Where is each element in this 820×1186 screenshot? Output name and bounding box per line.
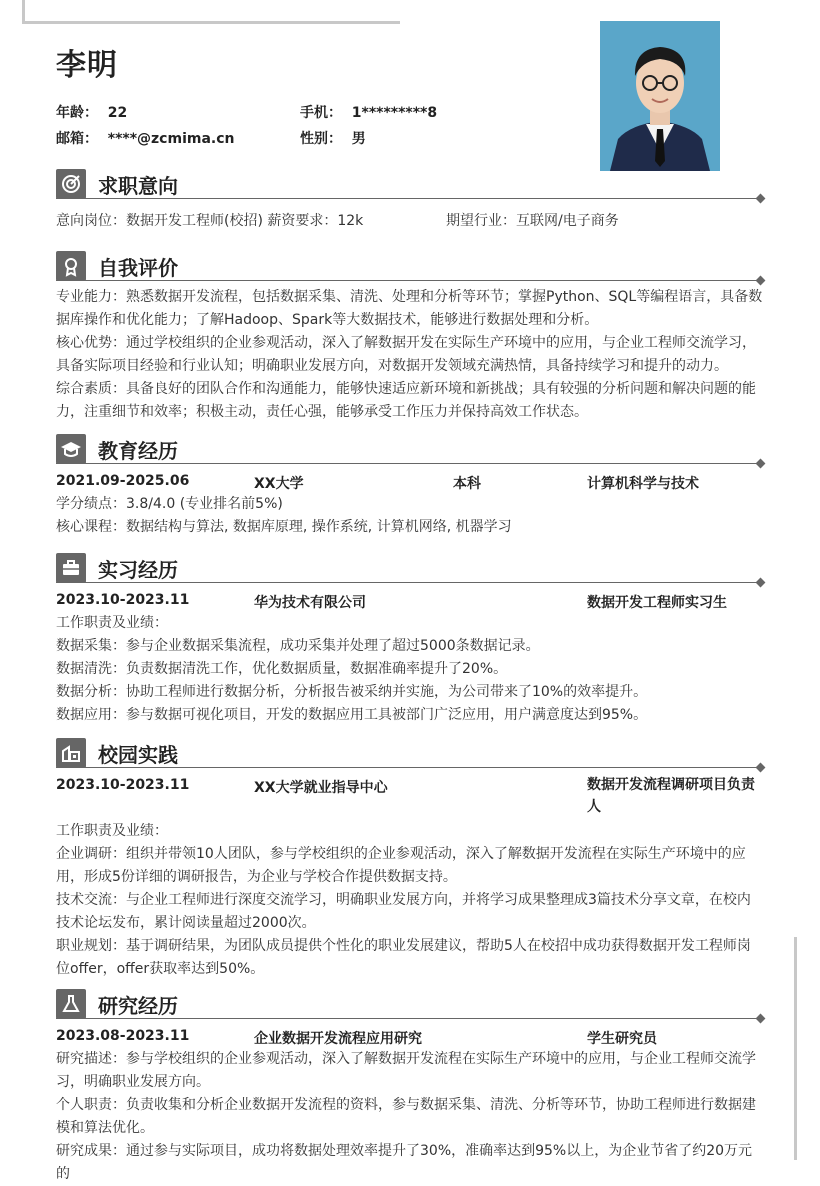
divider-diamond	[756, 459, 766, 469]
section-title: 求职意向	[98, 174, 178, 198]
intern-line: 数据清洗：负责数据清洗工作，优化数据质量，数据准确率提升了20%。	[56, 661, 508, 677]
section-campus-practice	[56, 737, 764, 981]
section-title: 校园实践	[98, 743, 178, 767]
section-self-evaluation	[56, 250, 764, 424]
divider-diamond	[756, 1014, 766, 1024]
self-eval-paragraph: 综合素质：具备良好的团队合作和沟通能力，能够快速适应新环境和新挑战；具有较强的分析问题和解决问题的能力，注重细节和效率；积极主动，责任心强，能够承受工作压力并保持高效工作状态。	[56, 381, 756, 420]
edu-major: 计算机科学与技术	[587, 476, 699, 492]
section-internship	[56, 552, 764, 727]
research-date: 2023.08-2023.11	[56, 1028, 190, 1044]
divider-diamond	[756, 276, 766, 286]
divider-diamond	[756, 578, 766, 588]
email-info: 邮箱： ****@zcmima.cn	[56, 131, 235, 147]
section-job-intent	[56, 168, 764, 233]
age-info: 年龄： 22	[56, 105, 128, 121]
intern-line: 数据分析：协助工程师进行数据分析，分析报告被采纳并实施，为公司带来了10%的效率提升。	[56, 684, 648, 700]
intern-line: 数据采集：参与企业数据采集流程，成功采集并处理了超过5000条数据记录。	[56, 638, 540, 654]
decor-horizontal-line	[22, 21, 400, 24]
campus-line: 企业调研：组织并带领10人团队，参与学校组织的企业参观活动，深入了解数据开发流程在实际生产环境中的应用，形成5份详细的调研报告，为企业与学校合作提供数据支持。	[56, 846, 746, 885]
award-icon	[56, 251, 86, 281]
research-role: 学生研究员	[587, 1031, 657, 1047]
briefcase-icon	[56, 553, 86, 583]
section-divider	[56, 1018, 762, 1019]
section-title: 自我评价	[98, 256, 178, 280]
intern-line: 工作职责及业绩：	[56, 615, 168, 631]
campus-line: 技术交流：与企业工程师进行深度交流学习，明确职业发展方向，并将学习成果整理成3篇技术分享文章，在校内技术论坛发布，累计阅读量超过2000次。	[56, 892, 751, 931]
intern-line: 数据应用：参与数据可视化项目，开发的数据应用工具被部门广泛应用，用户满意度达到95%。	[56, 707, 648, 723]
building-icon	[56, 738, 86, 768]
edu-date: 2021.09-2025.06	[56, 473, 190, 489]
section-divider	[56, 582, 762, 583]
section-divider	[56, 463, 762, 464]
flask-icon	[56, 989, 86, 1019]
campus-org: XX大学就业指导中心	[254, 780, 388, 796]
decor-right-line	[794, 937, 797, 1160]
section-title: 实习经历	[98, 558, 178, 582]
candidate-name: 李明	[56, 48, 118, 83]
section-divider	[56, 767, 762, 768]
campus-line: 职业规划：基于调研结果，为团队成员提供个性化的职业发展建议，帮助5人在校招中成功获得数据开发工程师岗位offer，offer获取率达到50%。	[56, 938, 751, 977]
research-project: 企业数据开发流程应用研究	[254, 1031, 422, 1047]
edu-gpa: 学分绩点：3.8/4.0 (专业排名前5%)	[56, 496, 283, 512]
intent-industry: 期望行业：互联网/电子商务	[446, 213, 619, 229]
research-line: 研究成果：通过参与实际项目，成功将数据处理效率提升了30%，准确率达到95%以上，为企业节省了约20万元的	[56, 1143, 753, 1182]
section-divider	[56, 198, 762, 199]
section-title: 研究经历	[98, 994, 178, 1018]
section-research	[56, 988, 764, 1186]
graduation-cap-icon	[56, 434, 86, 464]
campus-line: 工作职责及业绩：	[56, 823, 168, 839]
intent-position: 意向岗位：数据开发工程师(校招) 薪资要求：12k	[56, 213, 364, 229]
gender-info: 性别： 男	[300, 131, 366, 147]
edu-degree: 本科	[453, 476, 481, 492]
section-divider	[56, 280, 762, 281]
avatar-photo	[600, 21, 720, 171]
section-education	[56, 433, 764, 539]
target-icon	[56, 169, 86, 199]
divider-diamond	[756, 763, 766, 773]
edu-courses: 核心课程：数据结构与算法, 数据库原理, 操作系统, 计算机网络, 机器学习	[56, 519, 512, 535]
campus-role: 数据开发流程调研项目负责人	[587, 777, 755, 815]
research-line: 个人职责：负责收集和分析企业数据开发流程的资料，参与数据采集、清洗、分析等环节，协助工程师进行数据建模和算法优化。	[56, 1097, 756, 1136]
intern-role: 数据开发工程师实习生	[587, 595, 727, 611]
research-line: 研究描述：参与学校组织的企业参观活动，深入了解数据开发流程在实际生产环境中的应用，与企业工程师交流学习，明确职业发展方向。	[56, 1051, 756, 1090]
intern-company: 华为技术有限公司	[254, 595, 366, 611]
phone-info: 手机： 1*********8	[300, 105, 438, 121]
decor-vertical-line	[22, 0, 25, 22]
campus-date: 2023.10-2023.11	[56, 777, 190, 793]
edu-school: XX大学	[254, 476, 304, 492]
section-title: 教育经历	[98, 439, 178, 463]
intern-date: 2023.10-2023.11	[56, 592, 190, 608]
self-eval-paragraph: 核心优势：通过学校组织的企业参观活动，深入了解数据开发在实际生产环境中的应用，与企业工程师交流学习，具备实际项目经验和行业认知；明确职业发展方向，对数据开发领域充满热情，具备持续学习和提升的动力。	[56, 335, 756, 374]
divider-diamond	[756, 194, 766, 204]
self-eval-paragraph: 专业能力：熟悉数据开发流程，包括数据采集、清洗、处理和分析等环节；掌握Python、SQL等编程语言，具备数据库操作和优化能力；了解Hadoop、Spark等大数据技术，能够进行数据处理和分析。	[56, 289, 763, 328]
